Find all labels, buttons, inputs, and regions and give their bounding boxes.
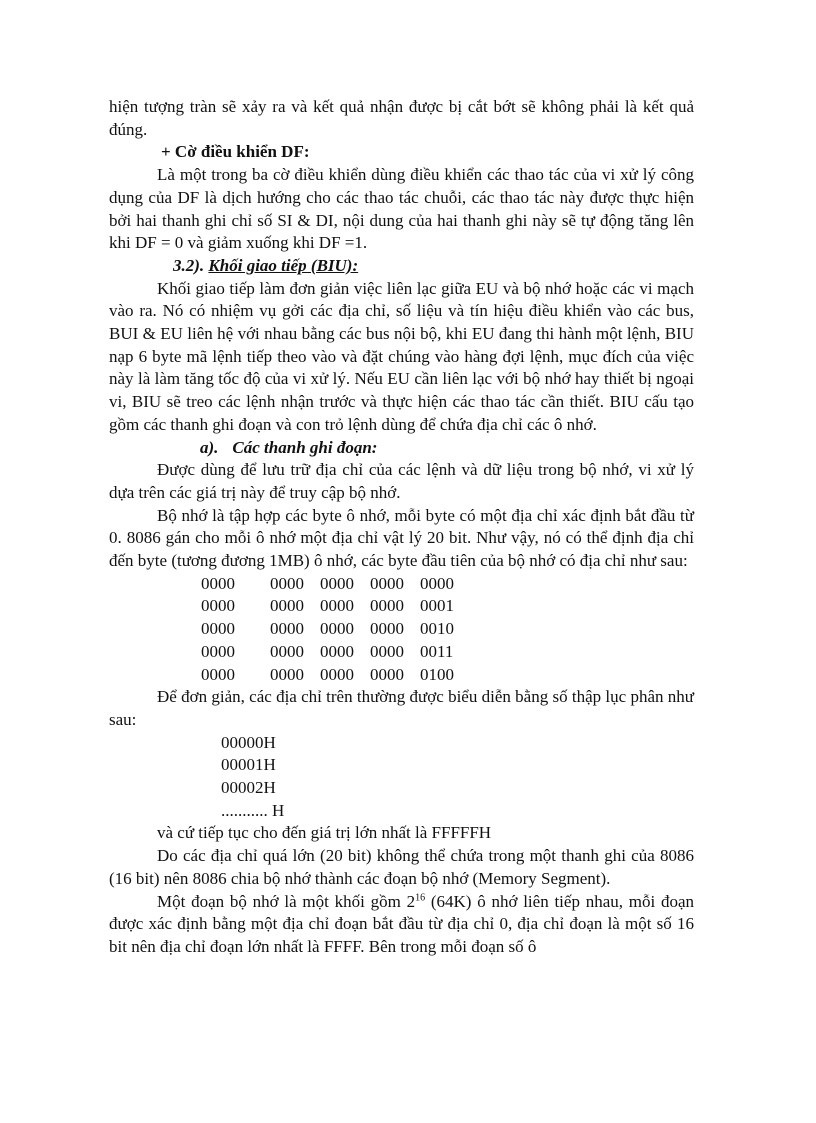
binary-address-cell: 0000 [370, 619, 404, 639]
binary-address-row [201, 641, 454, 664]
binary-address-cell: 0000 [270, 619, 304, 639]
binary-address-table [201, 573, 454, 687]
binary-address-cell: 0000 [270, 641, 304, 661]
heading-a-label: a). [200, 437, 219, 457]
binary-address-cell: 0001 [420, 596, 454, 616]
binary-address-cell: 0000 [320, 664, 354, 684]
binary-address-cell: 0000 [320, 573, 354, 593]
hex-address: 00002H [221, 778, 276, 798]
binary-address-cell: 0000 [320, 619, 354, 639]
binary-address-cell: 0000 [370, 641, 404, 661]
binary-address-row [201, 664, 454, 687]
heading-df-flag: + Cờ điều khiển DF: [161, 142, 310, 162]
binary-address-cell: 0000 [270, 573, 304, 593]
hex-address: ........... H [221, 800, 285, 820]
heading-segment-registers [109, 437, 694, 460]
heading-biu-title: Khối giao tiếp (BIU): [208, 255, 359, 275]
page-content [109, 96, 694, 959]
binary-address-row [201, 595, 454, 618]
binary-address-cell: 0000 [270, 596, 304, 616]
binary-address-cell: 0000 [201, 619, 235, 639]
binary-address-cell: 0000 [370, 596, 404, 616]
segment-exponent: 16 [415, 891, 426, 903]
binary-address-cell: 0000 [201, 573, 235, 593]
segment-text-a: Một đoạn bộ nhớ là một khối gồm 2 [157, 891, 416, 911]
binary-address-cell: 0011 [420, 641, 454, 661]
paragraph-memory-segment [109, 891, 694, 959]
binary-address-cell: 0100 [420, 664, 454, 684]
binary-address-row [201, 573, 454, 596]
binary-address-cell: 0010 [420, 619, 454, 639]
paragraph-large-address: Do các địa chỉ quá lớn (20 bit) không thể chứa trong một thanh ghi của 8086 (16 bit) nên 8086 chia bộ nhớ thành các đoạn bộ nhớ (Memory Segment). [109, 846, 694, 888]
heading-biu-number: 3.2). [173, 255, 209, 275]
segment-text-b: (64K) ô nhớ liên tiếp nhau, mỗi đoạn được xác định bằng một địa chỉ đoạn bắt đầu từ địa chỉ 0, địa chỉ đoạn là một số 16 bit nên địa chỉ đoạn lớn nhất là FFFF. Bên trong mỗi đoạn số ô [109, 891, 694, 956]
binary-address-cell: 0000 [370, 573, 404, 593]
paragraph-memory: Bộ nhớ là tập hợp các byte ô nhớ, mỗi byte có một địa chỉ xác định bắt đầu từ 0. 8086 gán cho mỗi ô nhớ một địa chỉ vật lý 20 bit. Như vậy, nó có thể định địa chỉ đến byte (tương đương 1MB) ô nhớ, các byte đầu tiên của bộ nhớ có địa chỉ như sau: [109, 505, 694, 571]
paragraph-segment-registers: Được dùng để lưu trữ địa chỉ của các lệnh và dữ liệu trong bộ nhớ, vi xử lý dựa trên các giá trị này để truy cập bộ nhớ. [109, 460, 694, 502]
binary-address-cell: 0000 [201, 664, 235, 684]
paragraph-hex: Để đơn giản, các địa chỉ trên thường được biểu diễn bằng số thập lục phân như sau: [109, 687, 694, 729]
binary-address-cell: 0000 [270, 664, 304, 684]
binary-address-cell: 0000 [320, 641, 354, 661]
binary-address-row [201, 618, 454, 641]
binary-address-cell: 0000 [420, 573, 454, 593]
binary-address-cell: 0000 [370, 664, 404, 684]
binary-address-cell: 0000 [320, 596, 354, 616]
binary-address-cell: 0000 [201, 596, 235, 616]
hex-address-list [109, 732, 694, 823]
binary-address-cell: 0000 [201, 641, 235, 661]
heading-a-title: Các thanh ghi đoạn: [232, 437, 378, 457]
hex-address: 00000H [221, 732, 276, 752]
paragraph-df-flag: Là một trong ba cờ điều khiển dùng điều khiển các thao tác của vi xử lý công dụng của DF là dịch hướng cho các thao tác chuỗi, các thao tác này được thực hiện bởi hai thanh ghi chỉ số SI & DI, nội dung của hai thanh ghi này sẽ tự động tăng lên khi DF = 0 và giảm xuống khi DF =1. [109, 165, 694, 253]
paragraph-biu: Khối giao tiếp làm đơn giản việc liên lạc giữa EU và bộ nhớ hoặc các vi mạch vào ra. Nó có nhiệm vụ gởi các địa chỉ, số liệu và tín hiệu điều khiển vào các bus, BUI & EU liên hệ với nhau bằng các bus nội bộ, khi EU đang thi hành một lệnh, BIU nạp 6 byte mã lệnh tiếp theo vào và đặt chúng vào hàng đợi lệnh, mục đích của việc này là làm tăng tốc độ của vi xử lý. Nếu EU cần liên lạc với bộ nhớ hay thiết bị ngoại vi, BIU sẽ treo các lệnh nhận trước và thực hiện các thao tác cần thiết. BIU cấu tạo gồm các thanh ghi đoạn và con trỏ lệnh dùng để chứa địa chỉ các ô nhớ. [109, 278, 694, 434]
paragraph-overflow: hiện tượng tràn sẽ xảy ra và kết quả nhận được bị cắt bớt sẽ không phải là kết quả đúng. [109, 97, 694, 139]
hex-address: 00001H [221, 755, 276, 775]
heading-biu [109, 255, 694, 278]
paragraph-continue: và cứ tiếp tục cho đến giá trị lớn nhất là FFFFFH [157, 823, 492, 843]
